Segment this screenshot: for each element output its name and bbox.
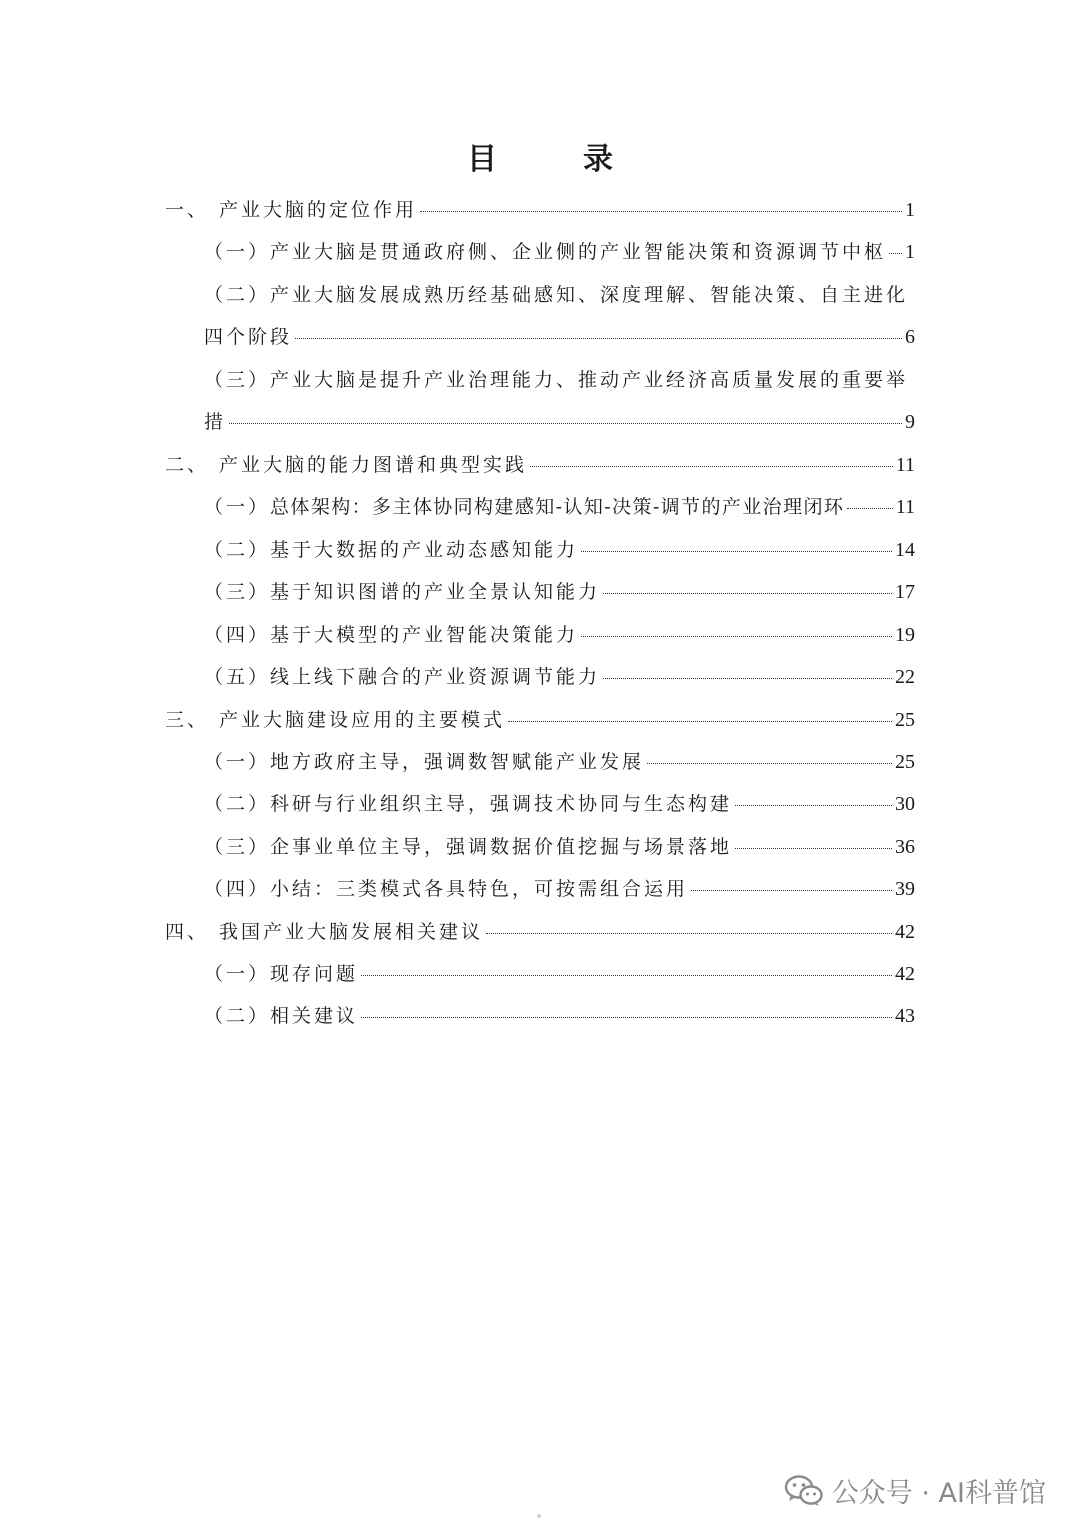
toc-entry[interactable]: [165, 918, 915, 946]
toc-entry-title: 产业大脑的定位作用: [219, 199, 418, 221]
toc-entry-title: 产业大脑建设应用的主要模式: [219, 709, 506, 731]
toc-entry-page: 42: [895, 963, 915, 985]
leader-dots: [735, 805, 892, 806]
leader-dots: [603, 678, 892, 679]
toc-entry[interactable]: [204, 875, 915, 903]
toc-entry-number: （四）: [204, 624, 271, 646]
toc-entry-number: 四、: [165, 921, 210, 943]
leader-dots: [889, 253, 902, 254]
toc-entry-page: 1: [905, 199, 915, 221]
toc-entry-number: （二）: [204, 284, 271, 306]
toc-entry-page: 17: [895, 581, 915, 603]
leader-dots: [530, 466, 893, 467]
wechat-icon: [784, 1474, 824, 1508]
toc-entry-page: 22: [895, 666, 915, 688]
toc-entry-page: 25: [895, 751, 915, 773]
toc-entry-page: 19: [895, 624, 915, 646]
leader-dots: [691, 890, 892, 891]
toc-entry-title: 基于大模型的产业智能决策能力: [270, 624, 579, 646]
leader-dots: [361, 1017, 892, 1018]
toc-entry[interactable]: [204, 238, 915, 266]
toc-entry-page: 30: [895, 793, 915, 815]
toc-entry[interactable]: [204, 663, 915, 691]
toc-entry-number: （一）: [204, 751, 271, 773]
toc-entry-title: 基于知识图谱的产业全景认知能力: [270, 581, 601, 603]
toc-entry-page: 1: [905, 241, 915, 263]
toc-entry-page: 11: [895, 496, 915, 518]
toc-entry-title: 产业大脑是贯通政府侧、企业侧的产业智能决策和资源调节中枢: [270, 241, 887, 263]
toc-entry-title: 小结：三类模式各具特色，可按需组合运用: [270, 878, 689, 900]
toc-entry-page: 36: [895, 836, 915, 858]
toc-entry[interactable]: [204, 748, 915, 776]
toc-entry-title: 科研与行业组织主导，强调技术协同与生态构建: [270, 793, 733, 815]
toc-entry[interactable]: [165, 706, 915, 734]
toc-entry-title: 产业大脑的能力图谱和典型实践: [219, 454, 528, 476]
leader-dots: [420, 211, 902, 212]
toc-entry-title: 地方政府主导，强调数智赋能产业发展: [270, 751, 645, 773]
leader-dots: [229, 423, 902, 424]
toc-entry-number: （四）: [204, 878, 271, 900]
toc-entry[interactable]: [204, 621, 915, 649]
toc-entry-page: 9: [905, 411, 915, 433]
toc-entry[interactable]: [204, 1002, 915, 1030]
toc-entry-continuation: 四个阶段: [204, 326, 293, 348]
toc-entry-number: （二）: [204, 539, 271, 561]
toc-entry-page: 25: [895, 709, 915, 731]
leader-dots: [581, 551, 892, 552]
toc-entry-number: （三）: [204, 836, 271, 858]
toc-entry-page: 6: [905, 326, 915, 348]
toc-entry-title: 产业大脑发展成熟历经基础感知、深度理解、智能决策、自主进化: [270, 284, 909, 306]
watermark: [784, 1471, 1046, 1510]
toc-entry-first-line[interactable]: [204, 281, 908, 309]
toc-entry-title: 线上线下融合的产业资源调节能力: [270, 666, 601, 688]
toc-entry-number: 一、: [165, 199, 210, 221]
toc-entry-first-line[interactable]: [204, 366, 908, 394]
toc-entry-continuation: 措: [204, 411, 227, 433]
toc-entry-title: 企事业单位主导，强调数据价值挖掘与场景落地: [270, 836, 733, 858]
toc-entry-number: （三）: [204, 369, 271, 391]
toc-entry-number: （一）: [204, 241, 271, 263]
toc-entry-number: （三）: [204, 581, 271, 603]
toc-entry[interactable]: [165, 196, 915, 224]
toc-entry[interactable]: [204, 408, 915, 436]
toc-entry[interactable]: [204, 960, 915, 988]
toc-entry-title: 我国产业大脑发展相关建议: [219, 921, 484, 943]
toc-entry[interactable]: [204, 833, 915, 861]
toc-entry-page: 43: [895, 1005, 915, 1027]
toc-entry-number: （二）: [204, 793, 271, 815]
toc-entry[interactable]: [165, 451, 915, 479]
toc-entry-title: 总体架构：多主体协同构建感知-认知-决策-调节的产业治理闭环: [270, 496, 845, 518]
toc-entry[interactable]: [204, 536, 915, 564]
toc-entry-number: （五）: [204, 666, 271, 688]
leader-dots: [295, 338, 902, 339]
leader-dots: [647, 763, 892, 764]
toc-entry-number: 三、: [165, 709, 210, 731]
toc-entry-number: （一）: [204, 963, 271, 985]
toc-entry-number: （一）: [204, 496, 271, 518]
toc-entry[interactable]: [204, 493, 915, 521]
leader-dots: [735, 848, 892, 849]
leader-dots: [581, 636, 892, 637]
toc-entry[interactable]: [204, 578, 915, 606]
leader-dots: [508, 721, 892, 722]
page-title: 目 录: [467, 142, 641, 177]
toc-entry-page: 42: [895, 921, 915, 943]
toc-entry-page: 14: [895, 539, 915, 561]
watermark-text: 公众号 · AI科普馆: [831, 1478, 1046, 1509]
toc-entry-title: 产业大脑是提升产业治理能力、推动产业经济高质量发展的重要举: [270, 369, 909, 391]
toc-entry-title: 基于大数据的产业动态感知能力: [270, 539, 579, 561]
toc-entry-page: 11: [895, 454, 915, 476]
toc-entry-number: 二、: [165, 454, 210, 476]
toc-entry-page: 39: [895, 878, 915, 900]
leader-dots: [361, 975, 892, 976]
toc-entry-title: 现存问题: [270, 963, 359, 985]
toc-entry[interactable]: [204, 323, 915, 351]
leader-dots: [847, 508, 892, 509]
toc-entry-title: 相关建议: [270, 1005, 359, 1027]
leader-dots: [486, 933, 892, 934]
toc-entry[interactable]: [204, 790, 915, 818]
page-dot: [537, 1514, 541, 1518]
toc-entry-number: （二）: [204, 1005, 271, 1027]
leader-dots: [603, 593, 892, 594]
